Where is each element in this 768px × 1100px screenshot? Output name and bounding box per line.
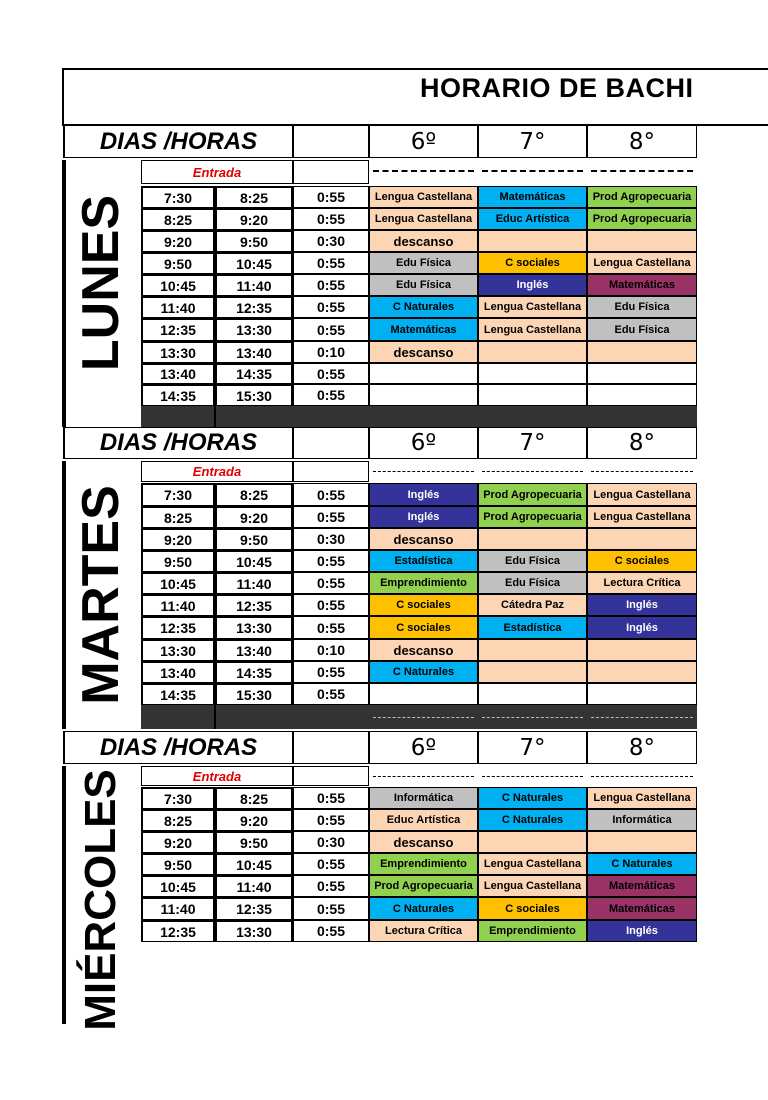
class-cell: Lengua Castellana bbox=[369, 186, 478, 208]
class-cell: C Naturales bbox=[587, 853, 697, 875]
time-end: 10:45 bbox=[215, 252, 293, 274]
time-end: 12:35 bbox=[215, 594, 293, 616]
duration: 0:55 bbox=[293, 572, 369, 594]
class-cell: C sociales bbox=[369, 594, 478, 616]
class-cell: Prod Agropecuaria bbox=[587, 186, 697, 208]
time-end: 9:50 bbox=[215, 831, 293, 853]
class-cell: Edu Física bbox=[587, 318, 697, 341]
class-cell: Inglés bbox=[369, 483, 478, 506]
class-cell: Prod Agropecuaria bbox=[478, 483, 587, 506]
class-cell: Prod Agropecuaria bbox=[587, 208, 697, 230]
class-cell: Educ Artística bbox=[478, 208, 587, 230]
descanso-label: descanso bbox=[393, 642, 454, 658]
time-start: 9:50 bbox=[141, 252, 215, 274]
time-start: 9:20 bbox=[141, 831, 215, 853]
time-end: 13:30 bbox=[215, 616, 293, 639]
class-cell bbox=[478, 363, 587, 384]
time-start: 12:35 bbox=[141, 920, 215, 942]
entrada-dash-line bbox=[482, 471, 583, 472]
class-cell bbox=[478, 528, 587, 550]
day-label-miércoles: MIÉRCOLES bbox=[76, 769, 125, 1031]
class-cell bbox=[369, 384, 478, 406]
grade-header-8: 8° bbox=[587, 427, 697, 459]
duration: 0:55 bbox=[293, 853, 369, 875]
duration: 0:55 bbox=[293, 363, 369, 384]
entrada-dash-line bbox=[591, 471, 693, 472]
class-cell: Estadística bbox=[369, 550, 478, 572]
duration: 0:55 bbox=[293, 208, 369, 230]
bar-dash-line bbox=[591, 717, 693, 718]
class-cell: Lectura Crítica bbox=[587, 572, 697, 594]
class-cell: Inglés bbox=[369, 506, 478, 528]
time-start: 9:50 bbox=[141, 853, 215, 875]
time-start: 13:40 bbox=[141, 363, 215, 384]
class-cell: Inglés bbox=[587, 920, 697, 942]
entrada-dash-line bbox=[482, 776, 583, 777]
day-left-border bbox=[62, 461, 66, 729]
duration: 0:55 bbox=[293, 616, 369, 639]
class-cell: Lengua Castellana bbox=[478, 296, 587, 318]
class-cell: Edu Física bbox=[478, 550, 587, 572]
class-cell bbox=[587, 528, 697, 550]
duration: 0:55 bbox=[293, 296, 369, 318]
day-left-border bbox=[62, 766, 66, 1024]
class-cell: Emprendimiento bbox=[478, 920, 587, 942]
time-end: 9:20 bbox=[215, 809, 293, 831]
class-cell bbox=[587, 683, 697, 705]
descanso-label: descanso bbox=[393, 233, 454, 249]
class-cell bbox=[587, 363, 697, 384]
time-start: 14:35 bbox=[141, 384, 215, 406]
class-cell: Matemáticas bbox=[369, 318, 478, 341]
class-cell: Lengua Castellana bbox=[587, 506, 697, 528]
header-dias-horas: DIAS /HORAS bbox=[63, 427, 293, 459]
time-start: 14:35 bbox=[141, 683, 215, 705]
class-cell: Educ Artística bbox=[369, 809, 478, 831]
time-end: 8:25 bbox=[215, 186, 293, 208]
time-start: 9:20 bbox=[141, 230, 215, 252]
time-start: 12:35 bbox=[141, 616, 215, 639]
entrada-dash-line bbox=[373, 471, 474, 472]
entrada-label: Entrada bbox=[141, 766, 293, 786]
class-cell: Matemáticas bbox=[478, 186, 587, 208]
day-label-lunes: LUNES bbox=[72, 194, 130, 372]
class-cell: Lengua Castellana bbox=[587, 252, 697, 274]
class-cell bbox=[478, 639, 587, 661]
class-cell: Edu Física bbox=[587, 296, 697, 318]
entrada-dash-line bbox=[591, 170, 693, 172]
class-cell: Prod Agropecuaria bbox=[369, 875, 478, 897]
duration: 0:10 bbox=[293, 341, 369, 363]
header-empty-cell bbox=[293, 427, 369, 459]
bar-dash-line bbox=[373, 717, 474, 718]
class-cell: Prod Agropecuaria bbox=[478, 506, 587, 528]
time-start: 7:30 bbox=[141, 787, 215, 809]
time-end: 9:20 bbox=[215, 506, 293, 528]
time-end: 13:30 bbox=[215, 920, 293, 942]
class-cell: Lengua Castellana bbox=[478, 853, 587, 875]
time-start: 11:40 bbox=[141, 594, 215, 616]
grade-header-7: 7° bbox=[478, 427, 587, 459]
time-start: 13:30 bbox=[141, 341, 215, 363]
class-cell bbox=[587, 384, 697, 406]
class-cell bbox=[587, 661, 697, 683]
duration: 0:55 bbox=[293, 683, 369, 705]
duration: 0:55 bbox=[293, 274, 369, 296]
class-cell bbox=[587, 230, 697, 252]
grade-header-8: 8° bbox=[587, 125, 697, 158]
time-end: 11:40 bbox=[215, 875, 293, 897]
time-start: 13:30 bbox=[141, 639, 215, 661]
duration: 0:10 bbox=[293, 639, 369, 661]
entrada-empty bbox=[293, 461, 369, 482]
duration: 0:55 bbox=[293, 875, 369, 897]
class-cell: Lengua Castellana bbox=[478, 875, 587, 897]
day-left-border bbox=[62, 160, 66, 427]
bar-dash-line bbox=[482, 717, 583, 718]
time-end: 13:40 bbox=[215, 341, 293, 363]
class-cell: C Naturales bbox=[369, 897, 478, 920]
duration: 0:55 bbox=[293, 594, 369, 616]
class-cell: Informática bbox=[369, 787, 478, 809]
class-cell: Emprendimiento bbox=[369, 572, 478, 594]
class-cell: C sociales bbox=[369, 616, 478, 639]
time-end: 14:35 bbox=[215, 661, 293, 683]
duration: 0:30 bbox=[293, 230, 369, 252]
class-cell bbox=[478, 661, 587, 683]
duration: 0:55 bbox=[293, 384, 369, 406]
time-start: 13:40 bbox=[141, 661, 215, 683]
time-end: 9:20 bbox=[215, 208, 293, 230]
class-cell: Inglés bbox=[587, 594, 697, 616]
class-cell: Lengua Castellana bbox=[587, 787, 697, 809]
entrada-empty bbox=[293, 766, 369, 786]
class-cell bbox=[478, 683, 587, 705]
class-cell: C Naturales bbox=[478, 809, 587, 831]
entrada-empty bbox=[293, 160, 369, 184]
duration: 0:55 bbox=[293, 318, 369, 341]
duration: 0:55 bbox=[293, 897, 369, 920]
class-cell bbox=[478, 384, 587, 406]
time-end: 10:45 bbox=[215, 853, 293, 875]
frame-top-line bbox=[62, 68, 768, 70]
time-end: 8:25 bbox=[215, 483, 293, 506]
duration: 0:55 bbox=[293, 506, 369, 528]
time-start: 10:45 bbox=[141, 875, 215, 897]
grade-header-8: 8° bbox=[587, 731, 697, 764]
time-end: 15:30 bbox=[215, 683, 293, 705]
class-cell: Matemáticas bbox=[587, 897, 697, 920]
frame-left-line bbox=[62, 68, 64, 126]
bar-divider bbox=[214, 406, 216, 427]
time-start: 10:45 bbox=[141, 274, 215, 296]
duration: 0:55 bbox=[293, 483, 369, 506]
time-start: 10:45 bbox=[141, 572, 215, 594]
time-end: 10:45 bbox=[215, 550, 293, 572]
header-dias-horas: DIAS /HORAS bbox=[63, 731, 293, 764]
class-cell: Lengua Castellana bbox=[478, 318, 587, 341]
entrada-label: Entrada bbox=[141, 160, 293, 184]
duration: 0:55 bbox=[293, 787, 369, 809]
duration: 0:55 bbox=[293, 186, 369, 208]
time-start: 8:25 bbox=[141, 208, 215, 230]
time-start: 12:35 bbox=[141, 318, 215, 341]
descanso-label: descanso bbox=[393, 834, 454, 850]
class-cell: C Naturales bbox=[369, 661, 478, 683]
class-cell bbox=[478, 230, 587, 252]
time-end: 11:40 bbox=[215, 274, 293, 296]
class-cell: Lectura Crítica bbox=[369, 920, 478, 942]
class-cell: Matemáticas bbox=[587, 875, 697, 897]
time-end: 14:35 bbox=[215, 363, 293, 384]
duration: 0:55 bbox=[293, 661, 369, 683]
duration: 0:55 bbox=[293, 809, 369, 831]
dark-separator-bar bbox=[141, 406, 697, 427]
duration: 0:30 bbox=[293, 831, 369, 853]
class-cell bbox=[478, 831, 587, 853]
time-start: 7:30 bbox=[141, 186, 215, 208]
class-cell bbox=[587, 639, 697, 661]
time-start: 11:40 bbox=[141, 897, 215, 920]
time-start: 7:30 bbox=[141, 483, 215, 506]
class-cell: C sociales bbox=[587, 550, 697, 572]
time-end: 15:30 bbox=[215, 384, 293, 406]
class-cell: C Naturales bbox=[478, 787, 587, 809]
duration: 0:55 bbox=[293, 920, 369, 942]
time-end: 9:50 bbox=[215, 528, 293, 550]
grade-header-6: 6º bbox=[369, 427, 478, 459]
duration: 0:55 bbox=[293, 252, 369, 274]
class-cell: Inglés bbox=[587, 616, 697, 639]
time-start: 8:25 bbox=[141, 809, 215, 831]
class-cell bbox=[587, 341, 697, 363]
class-cell: Informática bbox=[587, 809, 697, 831]
class-cell: Edu Física bbox=[369, 252, 478, 274]
class-cell bbox=[369, 683, 478, 705]
class-cell bbox=[478, 341, 587, 363]
grade-header-7: 7° bbox=[478, 731, 587, 764]
header-dias-horas: DIAS /HORAS bbox=[63, 125, 293, 158]
entrada-label: Entrada bbox=[141, 461, 293, 482]
descanso-label: descanso bbox=[393, 531, 454, 547]
header-empty-cell bbox=[293, 125, 369, 158]
class-cell: C Naturales bbox=[369, 296, 478, 318]
duration: 0:55 bbox=[293, 550, 369, 572]
entrada-dash-line bbox=[591, 776, 693, 777]
time-end: 11:40 bbox=[215, 572, 293, 594]
class-cell: C sociales bbox=[478, 252, 587, 274]
class-cell: Edu Física bbox=[478, 572, 587, 594]
time-end: 12:35 bbox=[215, 296, 293, 318]
grade-header-6: 6º bbox=[369, 125, 478, 158]
time-start: 9:20 bbox=[141, 528, 215, 550]
class-cell: Lengua Castellana bbox=[369, 208, 478, 230]
class-cell bbox=[587, 831, 697, 853]
time-end: 8:25 bbox=[215, 787, 293, 809]
time-start: 11:40 bbox=[141, 296, 215, 318]
class-cell bbox=[369, 363, 478, 384]
bar-divider bbox=[214, 705, 216, 729]
class-cell: Emprendimiento bbox=[369, 853, 478, 875]
time-end: 12:35 bbox=[215, 897, 293, 920]
class-cell: C sociales bbox=[478, 897, 587, 920]
class-cell: Matemáticas bbox=[587, 274, 697, 296]
grade-header-7: 7° bbox=[478, 125, 587, 158]
class-cell: Edu Física bbox=[369, 274, 478, 296]
header-empty-cell bbox=[293, 731, 369, 764]
class-cell: Estadística bbox=[478, 616, 587, 639]
time-end: 9:50 bbox=[215, 230, 293, 252]
entrada-dash-line bbox=[373, 776, 474, 777]
class-cell: Inglés bbox=[478, 274, 587, 296]
class-cell: Cátedra Paz bbox=[478, 594, 587, 616]
time-end: 13:30 bbox=[215, 318, 293, 341]
day-label-martes: MARTES bbox=[72, 485, 130, 705]
page-title: HORARIO DE BACHI bbox=[420, 73, 694, 103]
time-start: 8:25 bbox=[141, 506, 215, 528]
entrada-dash-line bbox=[373, 170, 474, 172]
time-start: 9:50 bbox=[141, 550, 215, 572]
time-end: 13:40 bbox=[215, 639, 293, 661]
class-cell: Lengua Castellana bbox=[587, 483, 697, 506]
descanso-label: descanso bbox=[393, 344, 454, 360]
grade-header-6: 6º bbox=[369, 731, 478, 764]
entrada-dash-line bbox=[482, 170, 583, 172]
duration: 0:30 bbox=[293, 528, 369, 550]
